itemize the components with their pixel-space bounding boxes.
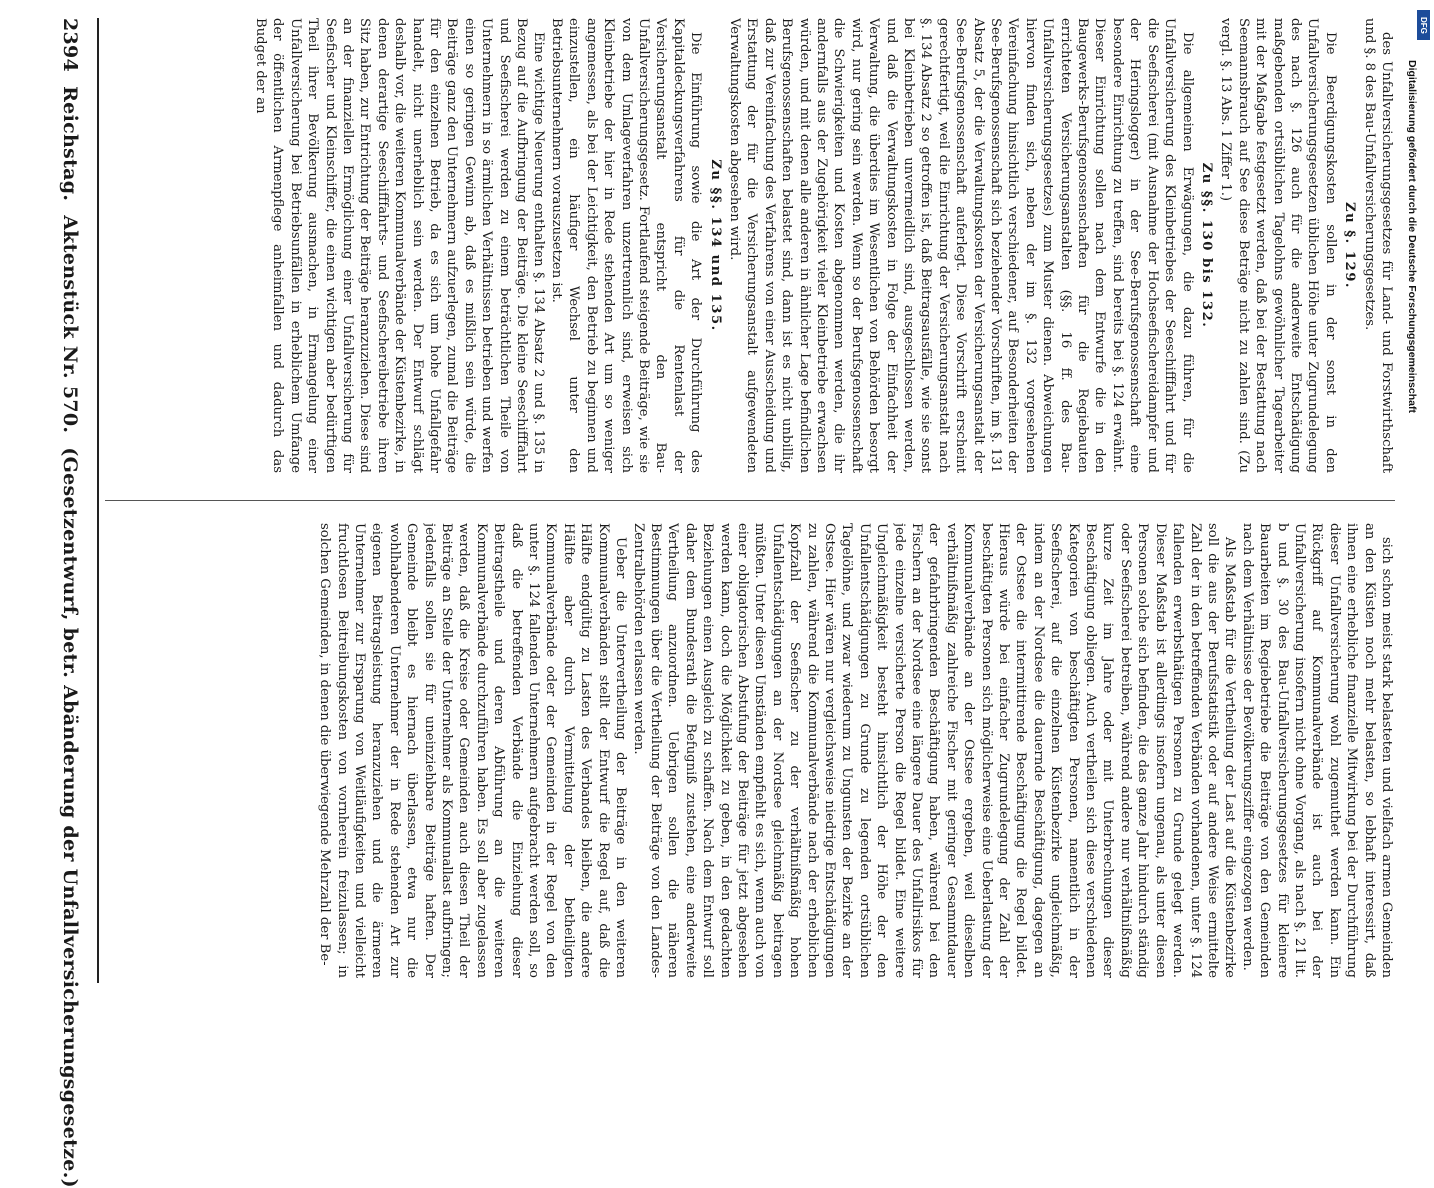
- paragraph: Die allgemeinen Erwägungen, die dazu führen, für die Unfallversicherung des Kleinbetriebes der Seeschifffahrt und für die Seefischerei (mit Ausnahme der Hochseefischereidampfer und der Heringslogger) in der See-Berufsgenossenschaft eine besondere Einrichtung zu treffen, sind bereits bei §. 124 erwähnt. Dieser Einrichtung sollen nach dem Entwurfe die in den Baugewerks-Berufsgenossenschaften für die Regiebauten errichteten Versicherungsanstalten (§§. 16 ff. des Bau-Unfallversicherungsgesetzes) zum Muster dienen. Abweichungen hiervon finden sich, neben der im §. 132 vorgesehenen Vereinfachung hinsichtlich verschiedener, auf Besonderheiten der See-Berufsgenossenschaft sich beziehender Vorschriften, im §. 131 Absatz 5, der die Verwaltungskosten der Versicherungsanstalt der See-Berufsgenossenschaft auferlegt. Diese Vorschrift erscheint gerechtfertigt, weil die Einrichtung der Versicherungsanstalt nach §. 134 Absatz 2 so getroffen ist, daß Beitragsausfälle, wie sie sonst bei Kleinbetrieben unvermeidlich sind, ausgeschlossen werden, und daß die Verwaltungskosten in Folge der Einfachheit der Verwaltung, die überdies im Wesentlichen von Behörden besorgt wird, nur gering sein werden. Wenn so der Berufsgenossenschaft die Schwierigkeiten und Kosten abgenommen werden, die ihr andernfalls aus der Zugehörigkeit vieler Kleinbetriebe erwachsen würden, und mit denen alle anderen in ähnlicher Lage befindlichen Berufsgenossenschaften belastet sind, dann ist es nicht unbillig, daß zur Vereinfachung des Verfahrens von einer Ausscheidung und Erstattung der für die Versicherungsanstalt aufgewendeten Verwaltungskosten abgesehen wird.: [726, 18, 1195, 473]
- paragraph: Eine wichtige Neuerung enthalten §. 134 Absatz 2 und §. 135 in Bezug auf die Aufbringung der Beiträge. Die kleine Seeschifffahrt und Seefischerei werden zu einem beträchtlichen Theile von Unternehmern in so ärmlichen Verhältnissen betrieben und werfen einen so geringen Gewinn ab, daß es mißlich sein würde, die Beiträge ganz den Unternehmern aufzuerlegen, zumal die Beiträge für den einzelnen Betrieb, da es sich um hohe Unfallgefahr handelt, nicht unerheblich sein werden. Der Entwurf schlägt deshalb vor, die weiteren Kommunalverbände der Küstenbezirke, in denen derartige Seeschifffahrts- und Seefischereibetriebe ihren Sitz haben, zur Entrichtung der Beiträge heranzuziehen. Diese sind an der finanziellen Ermöglichung einer Unfallversicherung für Seefischer und Kleinschiffer, die einen wichtigen aber bedürftigen Theil ihrer Bevölkerung ausmachen, in Ermangelung einer Unfallversicherung bei Betriebsunfällen in erheblichem Umfange der öffentlichen Armenpflege anheimfallen und dadurch das Budget der an: [253, 18, 547, 473]
- paragraph: Die Beerdigungskosten sollen in der sonst in den Unfallversicherungsgesetzen üblichen Höhe unter Zugrundelegung des nach §. 126 auch für die anderweite Entschädigung maßgebenden ortsüblichen Tagelohns gewöhnlicher Tagearbeiter mit der Maßgabe festgesetzt werden, daß bei der Bestattung nach Seemannsbrauch auf See diese Beträge nicht zu zahlen sind. (Zu vergl. §. 13 Abs. 1 Ziffer 1.): [1218, 18, 1338, 473]
- header-rule: [97, 18, 99, 983]
- page-header: [55, 18, 85, 1188]
- paragraph: Als Maßstab für die Vertheilung der Last auf die Küstenbezirke soll die aus der Berufsstatistik oder auf andere Weise ermittelte Zahl der in den betreffenden Verbänden vorhandenen, unter §. 124 fallenden erwerbsthätigen Personen zu Grunde gelegt werden. Dieser Maßstab ist allerdings insofern ungenau, als unter diesen Personen solche sich befinden, die das ganze Jahr hindurch ständig oder Seefischerei betreiben, während andere nur verhältnißmäßig kurze Zeit im Jahre oder mit Unterbrechungen dieser Beschäftigung obliegen. Auch vertheilen sich diese verschiedenen Kategorien von beschäftigten Personen, namentlich in der Seefischerei, auf die einzelnen Küstenbezirke ungleichmäßig, indem an der Nordsee die dauernde Beschäftigung, dagegen an der Ostsee die intermittirende Beschäftigung die Regel bildet. Hieraus würde bei einfacher Zugrundelegung der Zahl der beschäftigten Personen sich möglicherweise eine Ueberlastung der Kommunalverbände an der Ostsee ergeben, weil dieselben verhältnißmäßig zahlreiche Fischer mit geringer Gesammtdauer der gefahrbringenden Beschäftigung haben, während bei den Fischern an der Nordsee eine längere Dauer des Unfallrisikos für jede einzelne versicherte Person die Regel bildet. Eine weitere Ungleichmäßigkeit besteht hinsichtlich der Höhe der den Unfallentschädigungen zu Grunde zu legenden ortsüblichen Tagelöhne, und zwar wiederum zu Ungunsten der Bezirke an der Ostsee. Hier wären nur vergleichsweise niedrige Entschädigungen zu zahlen, während die Kommunalverbände nach der erheblichen Kopfzahl der Seefischer zu der verhältnißmäßig hohen Unfallentschädigungen an der Nordsee gleichmäßig beitragen müßten. Unter diesen Umständen empfiehlt es sich, wenn auch von einer obligatorischen Abstufung der Beiträge für jetzt abgesehen werden kann, doch die Möglichkeit zu geben, in den gedachten Beziehungen einen Ausgleich zu schaffen. Nach dem Entwurf soll daher dem Bundesrath die Befugniß zustehen, eine anderweite Vertheilung anzuordnen. Uebrigen sollen die näheren Bestimmungen über die Vertheilung der Beiträge von den Landes-Zentralbehörden erlassen werden.: [630, 523, 1238, 978]
- text-column-right: [105, 523, 1395, 978]
- paragraph: sich schon meist stark belasteten und vielfach armen Gemeinden an den Küsten noch mehr belasten, so lebhaft interessirt, daß ihnen eine erhebliche finanzielle Mitwirkung bei der Durchführung dieser Unfallversicherung wohl zugemuthet werden kann. Ein Rückgriff auf Kommunalverbände ist auch bei der Unfallversicherung insofern nicht ohne Vorgang, als nach §. 21 lit. b und §. 30 des Bau-Unfallversicherungsgesetzes für kleinere Bauarbeiten im Regiebetriebe die Beiträge von den Gemeinden nach dem Verhältnisse der Bevölkerungsziffer eingezogen werden.: [1239, 523, 1394, 978]
- section-heading: Zu §§. 134 und 135.: [707, 159, 723, 332]
- paragraph: des Unfallversicherungsgesetzes für Land- und Forstwirthschaft und §. 8 des Bau-Unfallversicherungsgesetzes.: [1361, 18, 1394, 473]
- page-number: 2394: [59, 18, 81, 73]
- paragraph: Die Einführung sowie die Art der Durchführung des Kapitaldeckungsverfahrens für die Rentenlast der Versicherungsanstalt entspricht den Bau-Unfallversicherungsgesetz. Fortlaufend steigende Beiträge, wie sie von dem Umlageverfahren unzertrennlich sind, erweisen sich Kleinbetriebe der hier in Rede stehenden Art um so weniger angemessen, als bei der Leichtigkeit, den Betrieb zu beginnen und einzustellen, ein häufiger Wechsel unter den Betriebsunternehmern vorauszusetzen ist.: [548, 18, 704, 473]
- document-number: Aktenstück Nr. 570.: [59, 215, 81, 434]
- section-heading: Zu §. 129.: [1342, 201, 1358, 289]
- paragraph: Ueber die Untervertheilung der Beiträge in den weiteren Kommunalverbänden stellt der Entwurf die Regel auf, daß die Hälfte endgültig zu Lasten des Verbandes bleiben, die andere Hälfte aber durch Vermittelung der betheiligten Kommunalverbände oder der Gemeinden in der Regel von den unter §. 124 fallenden Unternehmern aufgebracht werden soll, so daß die betreffenden Verbände die Einziehung dieser Beitragstheile und deren Abführung an die weiteren Kommunalverbände durchzuführen haben. Es soll aber zugelassen werden, daß die Kreise oder Gemeinden auch diesen Theil der Beiträge an Stelle der Unternehmer als Kommunallast aufbringen; jedenfalls sollen sie für uneinziehbare Beiträge haften. Der Gemeinde bleibt es hiernach überlassen, etwa nur die wohlhabenderen Unternehmer der in Rede stehenden Art zur eigenen Beitragsleistung heranzuziehen und die ärmeren Unternehmer zur Ersparung von Weitläufigkeiten und vielleicht fruchtlosen Beitreibungskosten von vornherein freizulassen; in solchen Gemeinden, in denen die überwiegende Mehrzahl der Be-: [317, 523, 629, 978]
- column-divider: [105, 500, 1395, 501]
- rotated-page: [55, 18, 1395, 1188]
- text-column-left: [105, 18, 1395, 473]
- section-heading: Zu §§. 130 bis 132.: [1198, 162, 1214, 329]
- header-left: Reichstag.: [59, 86, 81, 202]
- dfg-logo: DFG: [1417, 10, 1430, 40]
- digitization-note: Digitalisierung gefördert durch die Deutsche Forschungsgemeinschaft: [1406, 60, 1418, 413]
- header-title: (Gesetzentwurf, betr. Abänderung der Unfallversicherungsgesetze.): [59, 447, 81, 1188]
